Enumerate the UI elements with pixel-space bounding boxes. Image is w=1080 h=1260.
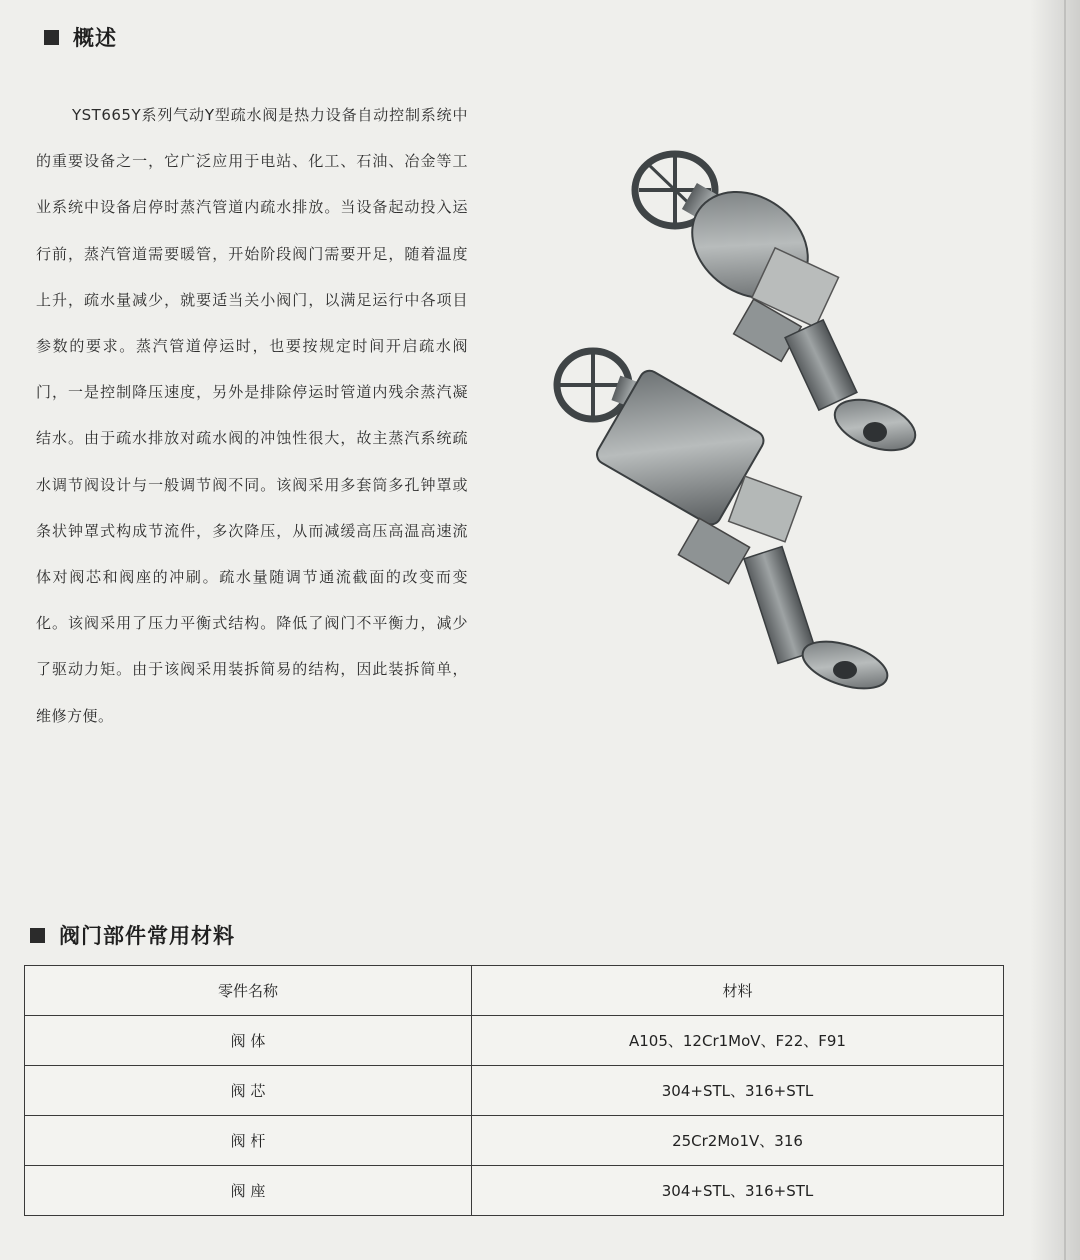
heading-square-icon <box>30 928 45 943</box>
heading-square-icon <box>44 30 59 45</box>
column-header-material: 材料 <box>472 966 1004 1016</box>
column-header-part: 零件名称 <box>25 966 472 1016</box>
page-shade <box>1030 0 1080 1260</box>
material-cell: A105、12Cr1MoV、F22、F91 <box>472 1016 1004 1066</box>
table-row <box>25 1116 1004 1166</box>
material-cell: 304+STL、316+STL <box>472 1166 1004 1216</box>
table-row <box>25 1166 1004 1216</box>
materials-heading <box>30 920 235 950</box>
material-cell: 25Cr2Mo1V、316 <box>472 1116 1004 1166</box>
part-name-cell: 阀 杆 <box>25 1116 472 1166</box>
materials-heading-text: 阀门部件常用材料 <box>59 924 235 948</box>
overview-heading-text: 概述 <box>73 26 117 50</box>
part-name-cell: 阀 芯 <box>25 1066 472 1116</box>
material-cell: 304+STL、316+STL <box>472 1066 1004 1116</box>
valve-product-photo <box>545 140 965 700</box>
part-name-cell: 阀 体 <box>25 1016 472 1066</box>
materials-table <box>24 965 1004 1216</box>
part-name-cell: 阀 座 <box>25 1166 472 1216</box>
table-header-row <box>25 966 1004 1016</box>
table-row <box>25 1016 1004 1066</box>
overview-heading <box>44 22 117 52</box>
table-row <box>25 1066 1004 1116</box>
valve-illustration <box>545 140 965 700</box>
overview-paragraph: YST665Y系列气动Y型疏水阀是热力设备自动控制系统中的重要设备之一，它广泛应用于电站、化工、石油、冶金等工业系统中设备启停时蒸汽管道内疏水排放。当设备起动投入运行前，蒸汽管道需要暖管，开始阶段阀门需要开足，随着温度上升，疏水量减少，就要适当关小阀门，以满足运行中各项目参数的要求。蒸汽管道停运时，也要按规定时间开启疏水阀门，一是控制降压速度，另外是排除停运时管道内残余蒸汽凝结水。由于疏水排放对疏水阀的冲蚀性很大，故主蒸汽系统疏水调节阀设计与一般调节阀不同。该阀采用多套筒多孔钟罩或条状钟罩式构成节流件，多次降压，从而减缓高压高温高速流体对阀芯和阀座的冲刷。疏水量随调节通流截面的改变而变化。该阀采用了压力平衡式结构。降低了阀门不平衡力，减少了驱动力矩。由于该阀采用装拆简易的结构，因此装拆简单，维修方便。 <box>36 106 468 725</box>
